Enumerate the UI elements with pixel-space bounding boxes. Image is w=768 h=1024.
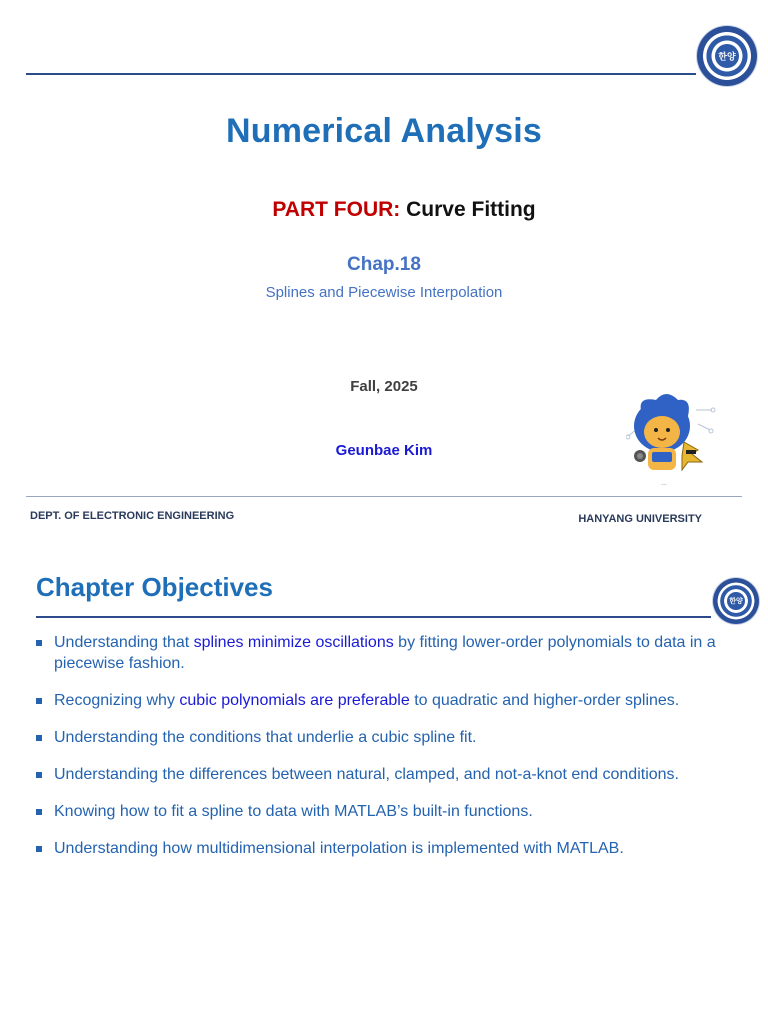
list-item: [36, 838, 726, 859]
author-name: Geunbae Kim: [335, 442, 433, 459]
part-heading: [0, 198, 768, 222]
university-seal-logo-small: [713, 578, 759, 624]
university-seal-logo: [697, 26, 757, 86]
chapter-number: Chap.18: [347, 254, 421, 275]
square-bullet-icon: [36, 698, 42, 704]
square-bullet-icon: [36, 735, 42, 741]
seal-text: 한양: [718, 52, 736, 63]
department-label: DEPT. OF ELECTRONIC ENGINEERING: [30, 510, 235, 522]
objectives-divider: [36, 616, 711, 618]
square-bullet-icon: [36, 772, 42, 778]
square-bullet-icon: [36, 640, 42, 646]
bullet-text-post: by fitting lower-order polynomials to data in a piecewise fashion.: [54, 634, 716, 672]
list-item: [36, 632, 726, 674]
objectives-list: [36, 632, 726, 875]
svg-text:◦◦◦: ◦◦◦: [661, 482, 667, 488]
bullet-text-pre: Understanding that: [54, 634, 194, 651]
part-label: PART FOUR:: [272, 198, 401, 221]
list-item: [36, 801, 726, 822]
bullet-text: Understanding the conditions that underlie a cubic spline fit.: [54, 729, 477, 746]
seal-text: 한양: [729, 597, 743, 605]
part-name: Curve Fitting: [406, 198, 536, 221]
header-divider: [26, 73, 696, 75]
course-title: Numerical Analysis: [225, 112, 543, 150]
term-label: Fall, 2025: [350, 378, 418, 395]
footer-divider: [26, 496, 742, 497]
chapter-title: Splines and Piecewise Interpolation: [265, 284, 503, 301]
list-item: [36, 690, 726, 711]
bullet-highlight: cubic polynomials are preferable: [179, 692, 410, 709]
bullet-text: Understanding how multidimensional interpolation is implemented with MATLAB.: [54, 840, 624, 857]
bullet-text: Understanding the differences between natural, clamped, and not-a-knot end conditions.: [54, 766, 679, 783]
bullet-text: Knowing how to fit a spline to data with MATLAB’s built-in functions.: [54, 803, 533, 820]
bullet-text-pre: Recognizing why: [54, 692, 180, 709]
university-label: HANYANG UNIVERSITY: [578, 513, 702, 525]
lion-mascot-illustration: [626, 390, 716, 490]
square-bullet-icon: [36, 809, 42, 815]
bullet-highlight: splines minimize oscillations: [193, 634, 394, 651]
list-item: [36, 727, 726, 748]
objectives-title: Chapter Objectives: [36, 572, 273, 602]
list-item: [36, 764, 726, 785]
bullet-text-post: to quadratic and higher-order splines.: [409, 692, 680, 709]
square-bullet-icon: [36, 846, 42, 852]
